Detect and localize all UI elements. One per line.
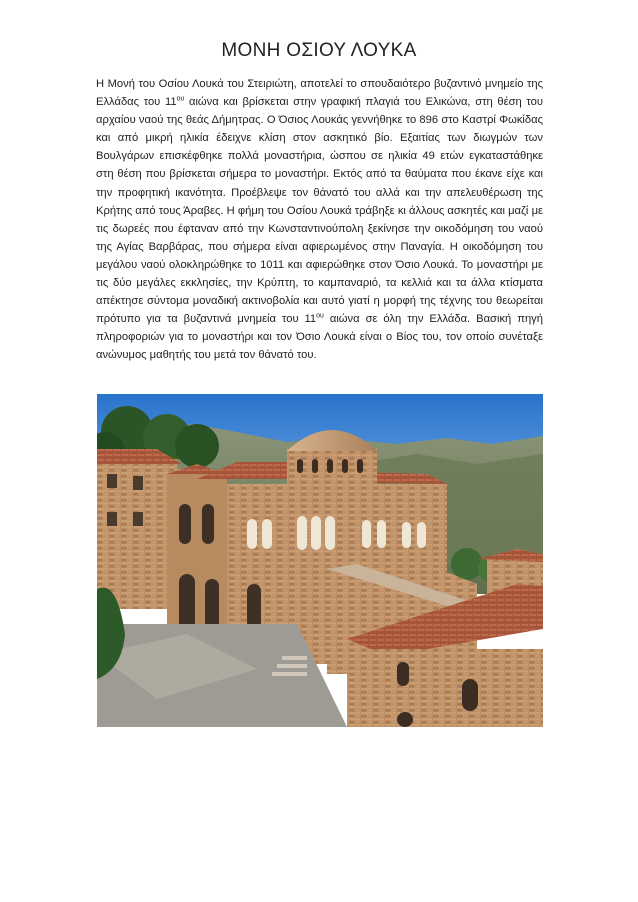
superscript-ordinal-1: ου bbox=[176, 95, 185, 103]
paragraph-part-3: αιώνα σε όλη την Ελλάδα. Βασική πηγή πληροφοριών για το μοναστήρι και τον Όσιο Λουκά είναι ο Βίος του, τον οποίο συνέταξε ανώνυμος μαθητής του μετά τον θάνατό του. bbox=[96, 313, 543, 362]
paragraph-part-2: αιώνα και βρίσκεται στην γραφική πλαγιά του Ελικώνα, στη θέση του αρχαίου ναού της θεάς Δήμητρας. Ο Όσιος Λουκάς γεννήθηκε το 896 στο Καστρί Φωκίδας και από μικρή ηλικία έδειχνε κλίση στον ασκητικό βίο. Εξαιτίας των διωγμών των Βουλγάρων επισκέφθηκε πολλά μοναστήρια, ώσπου σε ηλικία 49 ετών εγκαταστάθηκε στη θέση που βρίσκεται σήμερα το μοναστήρι. Εκτός από τα θαύματα που έκανε είχε και την προφητική ικανότητα. Προέβλεψε τον θάνατό του αλλά και την απελευθέρωση της Κρήτης από τους Άραβες. Η φήμη του Οσίου Λουκά τράβηξε κι άλλους ασκητές και μαζί με τις δωρεές που έφταναν από την Κωνσταντινούπολη ξεκίνησε την οικοδόμηση του ναού της Αγίας Βαρβάρας, που σήμερα είναι αφιερωμένος στην Παναγία. Η οικοδόμηση του μεγάλου ναού ολοκληρώθηκε το 1011 και αφιερώθηκε στον Όσιο Λουκά. Το μοναστήρι με τις δύο μεγάλες εκκλησίες, την Κρύπτη, το καμπαναριό, τα κελλιά και τα άλλα κτίσματα απέκτησε σύντομα μοναδική ακτινοβολία και αυτό γιατί η μορφή της τέχνης του θεωρείται πρότυπο για τα βυζαντινά μνημεία του 11 bbox=[96, 96, 543, 326]
page-title: ΜΟΝΗ ΟΣΙΟΥ ΛΟΥΚΑ bbox=[221, 40, 417, 61]
body-paragraph bbox=[96, 75, 543, 365]
superscript-ordinal-2: ου bbox=[316, 312, 324, 320]
paragraph-part-1: Η Μονή του Οσίου Λουκά του Στειριώτη, αποτελεί το σπουδαιότερο βυζαντινό μνημείο της Ελλάδας του 11 bbox=[96, 78, 543, 109]
monastery-photo bbox=[97, 394, 543, 727]
